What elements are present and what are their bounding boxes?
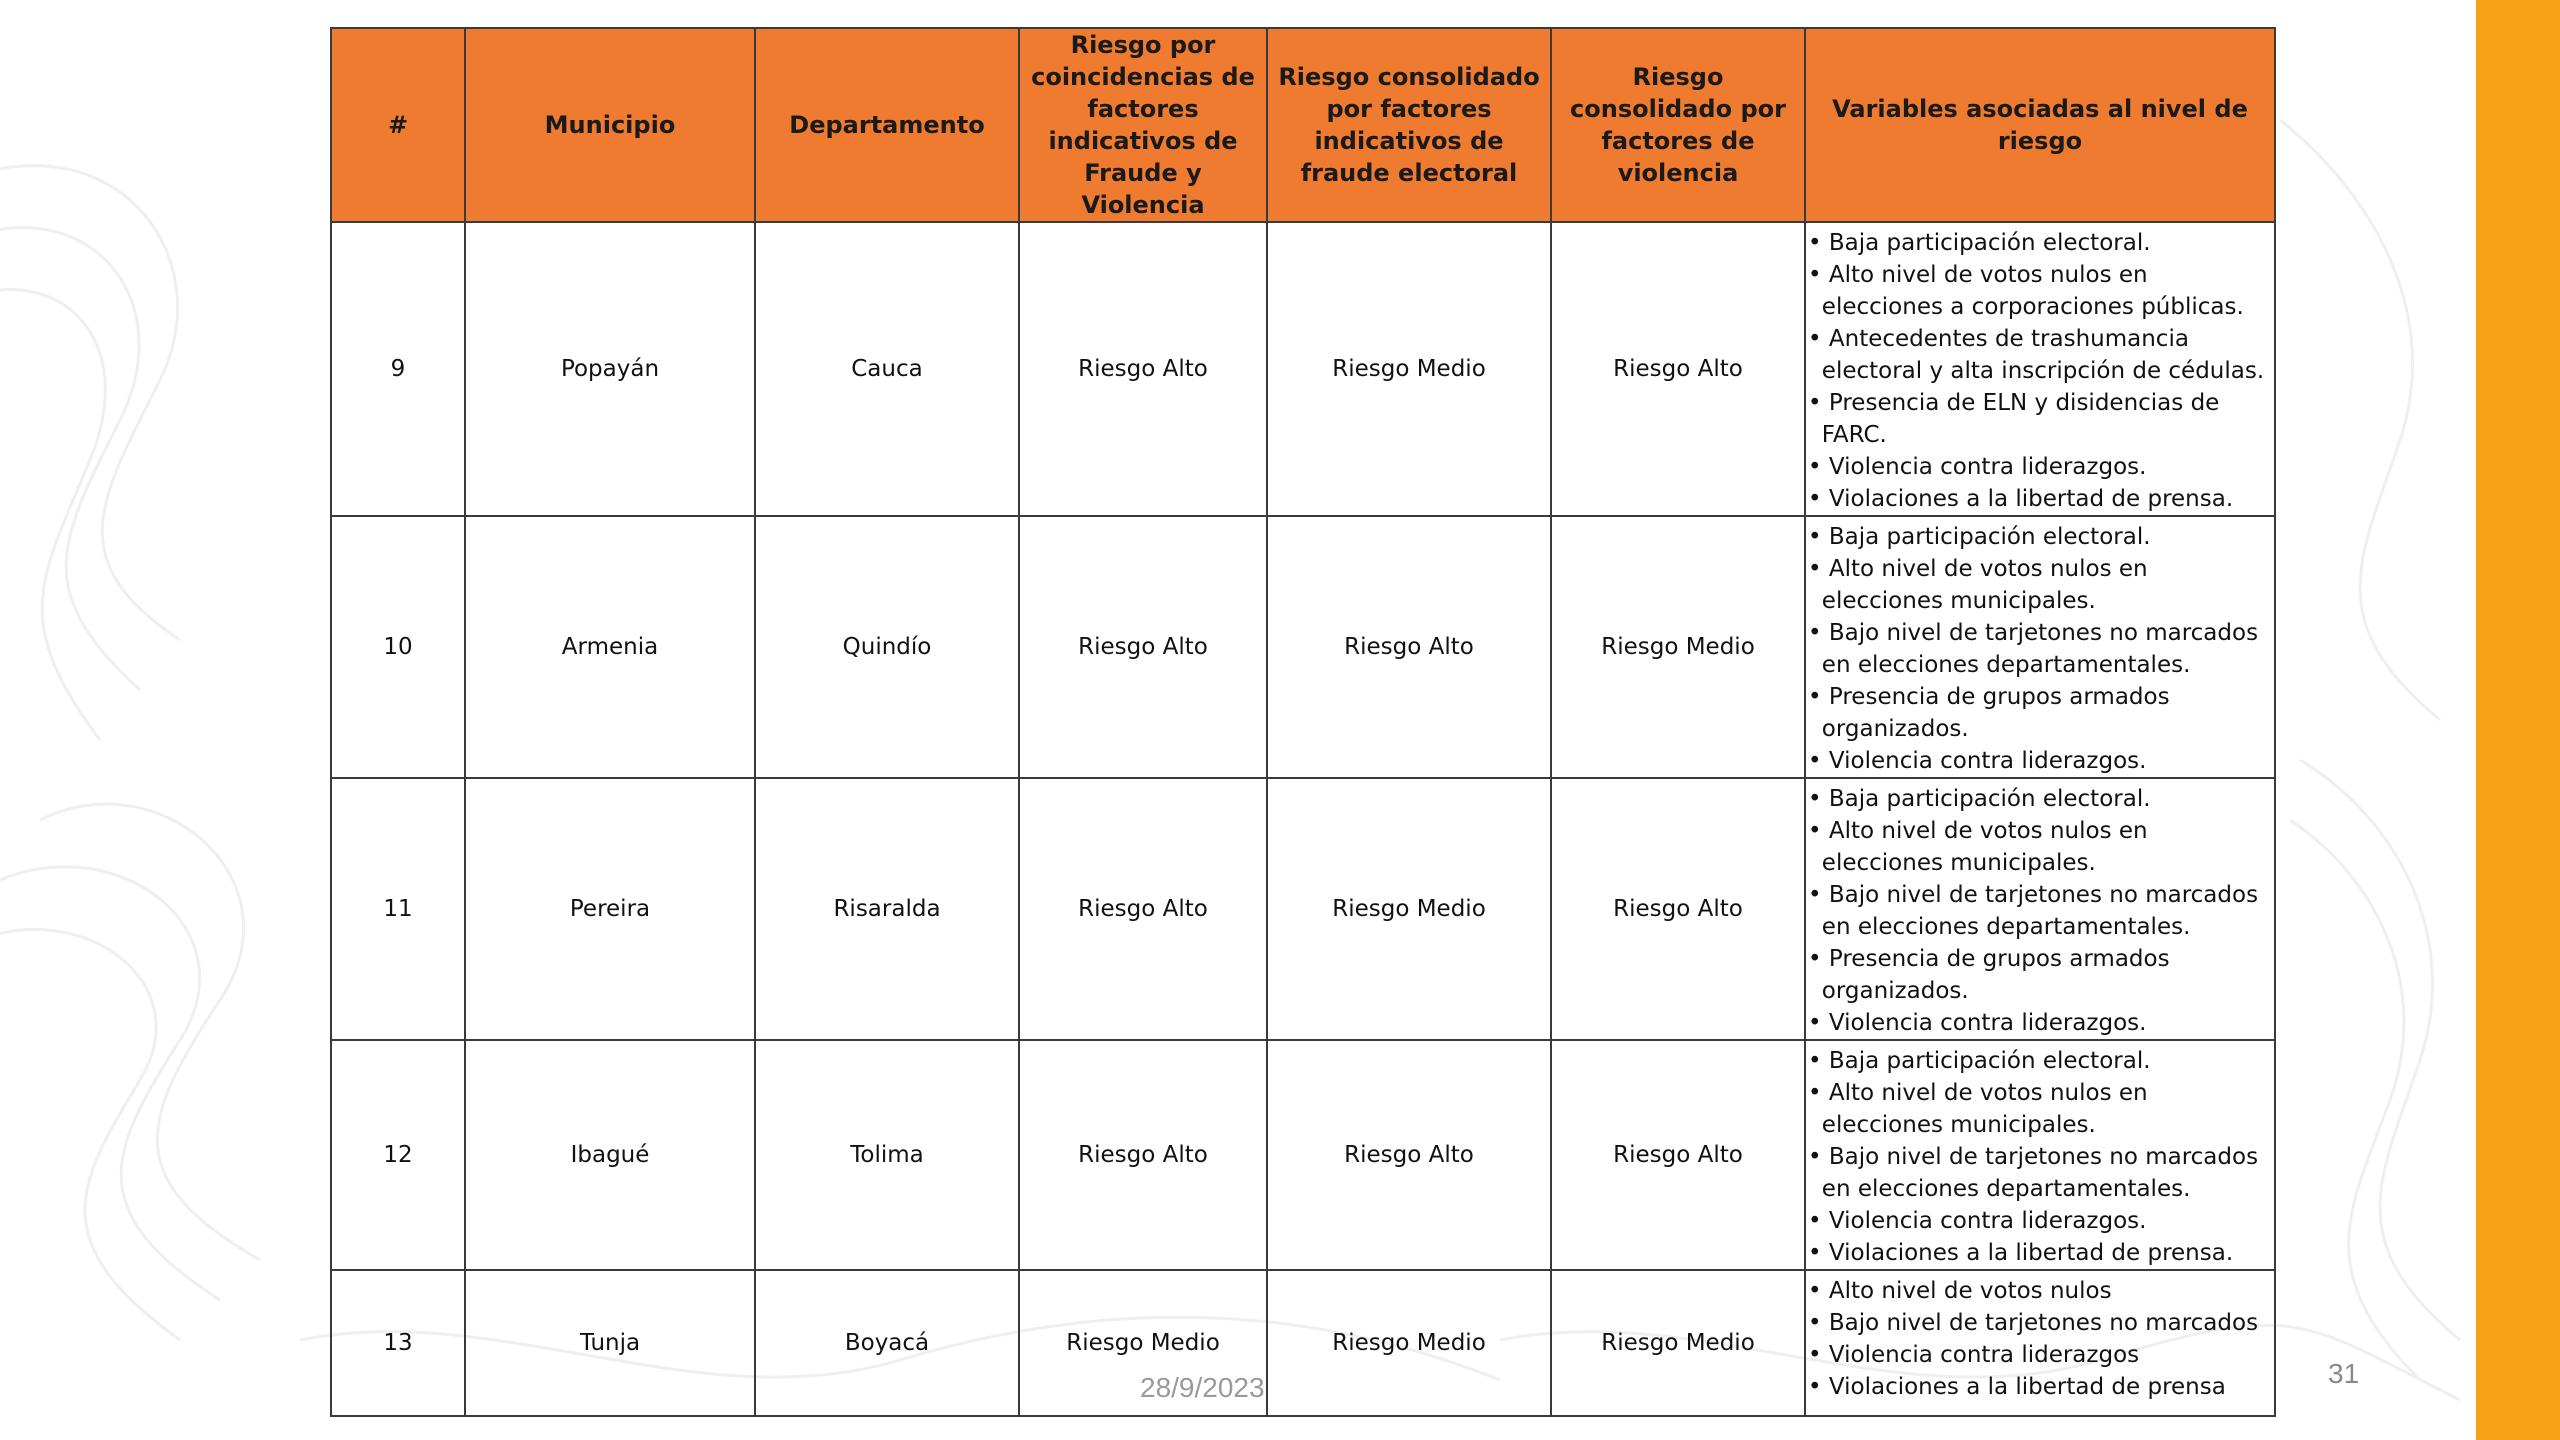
header-riesgo-coincidencias: Riesgo por coincidencias de factores indicativos de Fraude y Violencia [1019, 28, 1267, 222]
riesgo-fraude-cell: Riesgo Alto [1267, 1040, 1551, 1270]
table-row [331, 1040, 2275, 1270]
riesgo-fraude-cell: Riesgo Medio [1267, 778, 1551, 1040]
variable-item: • Violaciones a la libertad de prensa. [1808, 483, 2272, 515]
table-row [331, 222, 2275, 516]
row-number-cell: 10 [331, 516, 465, 778]
riesgo-coincidencias-cell: Riesgo Alto [1019, 1040, 1267, 1270]
variable-item: • Baja participación electoral. [1808, 227, 2272, 259]
header-riesgo-violencia: Riesgo consolidado por factores de violencia [1551, 28, 1805, 222]
municipio-cell: Pereira [465, 778, 755, 1040]
variables-cell [1805, 516, 2275, 778]
variables-cell [1805, 1040, 2275, 1270]
row-number-cell: 9 [331, 222, 465, 516]
variable-item: • Bajo nivel de tarjetones no marcados en elecciones departamentales. [1808, 617, 2272, 681]
riesgo-violencia-cell: Riesgo Medio [1551, 516, 1805, 778]
variable-item: • Violaciones a la libertad de prensa. [1808, 1237, 2272, 1269]
row-number-cell: 13 [331, 1270, 465, 1416]
riesgo-violencia-cell: Riesgo Medio [1551, 1270, 1805, 1416]
table-body [331, 222, 2275, 1416]
riesgo-fraude-cell: Riesgo Medio [1267, 1270, 1551, 1416]
riesgo-coincidencias-cell: Riesgo Alto [1019, 222, 1267, 516]
departamento-cell: Quindío [755, 516, 1019, 778]
riesgo-coincidencias-cell: Riesgo Medio [1019, 1270, 1267, 1416]
variable-item: • Violaciones a la libertad de prensa [1808, 1371, 2272, 1403]
variable-item: • Alto nivel de votos nulos en elecciones municipales. [1808, 815, 2272, 879]
municipio-cell: Popayán [465, 222, 755, 516]
variable-item: • Alto nivel de votos nulos en elecciones municipales. [1808, 553, 2272, 617]
variable-item: • Alto nivel de votos nulos en elecciones a corporaciones públicas. [1808, 259, 2272, 323]
table-row [331, 778, 2275, 1040]
riesgo-violencia-cell: Riesgo Alto [1551, 222, 1805, 516]
departamento-cell: Cauca [755, 222, 1019, 516]
variables-cell [1805, 778, 2275, 1040]
header-riesgo-fraude: Riesgo consolidado por factores indicativos de fraude electoral [1267, 28, 1551, 222]
row-number-cell: 12 [331, 1040, 465, 1270]
variable-item: • Presencia de grupos armados organizados. [1808, 681, 2272, 745]
variable-item: • Alto nivel de votos nulos en elecciones municipales. [1808, 1077, 2272, 1141]
municipio-cell: Tunja [465, 1270, 755, 1416]
risk-table [330, 27, 2276, 1417]
header-variables: Variables asociadas al nivel de riesgo [1805, 28, 2275, 222]
variable-item: • Violencia contra liderazgos [1808, 1339, 2272, 1371]
table-row [331, 516, 2275, 778]
departamento-cell: Risaralda [755, 778, 1019, 1040]
departamento-cell: Boyacá [755, 1270, 1019, 1416]
municipio-cell: Armenia [465, 516, 755, 778]
variables-cell [1805, 222, 2275, 516]
header-num: # [331, 28, 465, 222]
riesgo-fraude-cell: Riesgo Medio [1267, 222, 1551, 516]
variables-cell [1805, 1270, 2275, 1416]
riesgo-fraude-cell: Riesgo Alto [1267, 516, 1551, 778]
departamento-cell: Tolima [755, 1040, 1019, 1270]
variable-item: • Baja participación electoral. [1808, 1045, 2272, 1077]
variable-item: • Antecedentes de trashumancia electoral y alta inscripción de cédulas. [1808, 323, 2272, 387]
riesgo-violencia-cell: Riesgo Alto [1551, 778, 1805, 1040]
variable-item: • Alto nivel de votos nulos [1808, 1275, 2272, 1307]
variable-item: • Baja participación electoral. [1808, 783, 2272, 815]
riesgo-coincidencias-cell: Riesgo Alto [1019, 516, 1267, 778]
variable-item: • Violencia contra liderazgos. [1808, 1205, 2272, 1237]
variable-item: • Presencia de grupos armados organizados. [1808, 943, 2272, 1007]
variable-item: • Bajo nivel de tarjetones no marcados en elecciones departamentales. [1808, 879, 2272, 943]
municipio-cell: Ibagué [465, 1040, 755, 1270]
variable-item: • Bajo nivel de tarjetones no marcados [1808, 1307, 2272, 1339]
row-number-cell: 11 [331, 778, 465, 1040]
riesgo-violencia-cell: Riesgo Alto [1551, 1040, 1805, 1270]
variable-item: • Bajo nivel de tarjetones no marcados en elecciones departamentales. [1808, 1141, 2272, 1205]
header-municipio: Municipio [465, 28, 755, 222]
riesgo-coincidencias-cell: Riesgo Alto [1019, 778, 1267, 1040]
variable-item: • Violencia contra liderazgos. [1808, 745, 2272, 777]
variable-item: • Baja participación electoral. [1808, 521, 2272, 553]
variable-item: • Violencia contra liderazgos. [1808, 451, 2272, 483]
table-row [331, 1270, 2275, 1416]
footer-date: 28/9/2023 [1140, 1372, 1265, 1403]
table-header-row [331, 28, 2275, 222]
page-number: 31 [2328, 1358, 2360, 1389]
orange-accent-bar [2476, 0, 2560, 1440]
variable-item: • Violencia contra liderazgos. [1808, 1007, 2272, 1039]
header-departamento: Departamento [755, 28, 1019, 222]
variable-item: • Presencia de ELN y disidencias de FARC. [1808, 387, 2272, 451]
